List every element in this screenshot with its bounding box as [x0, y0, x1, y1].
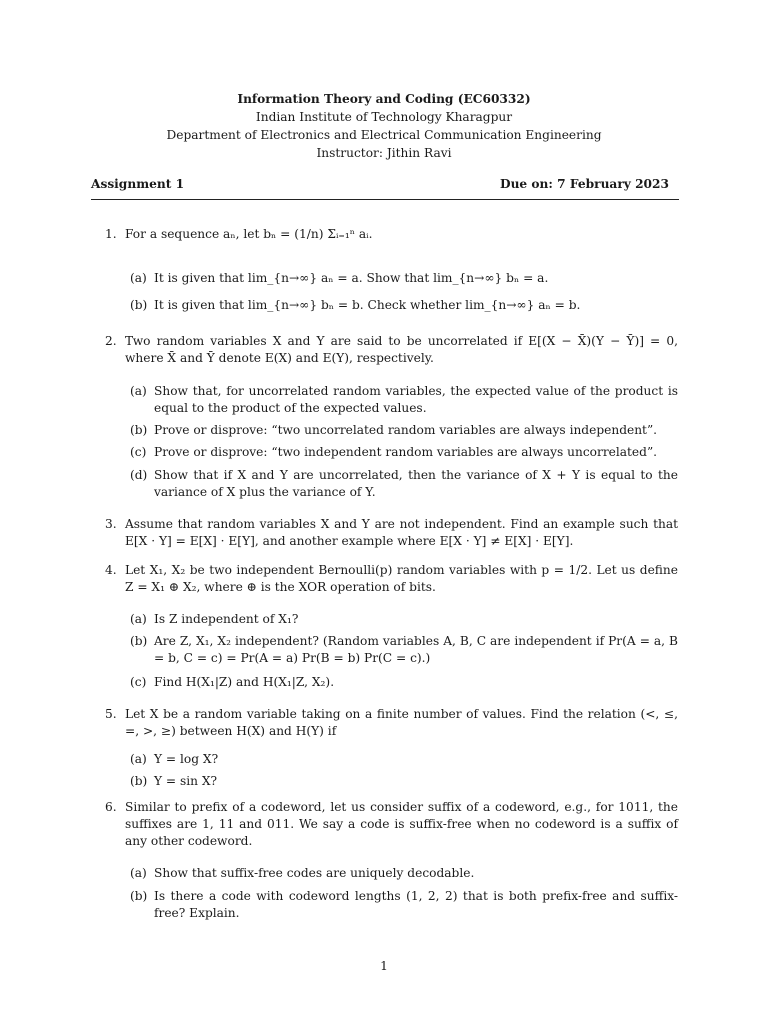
question-2-part-d: [130, 467, 678, 501]
part-label: (a): [130, 866, 147, 880]
part-text: Are Z, X₁, X₂ independent? (Random variables A, B, C are independent if Pr(A = a, B = b, C = c) = Pr(A = a) Pr(B = b) Pr(C = c).): [154, 634, 678, 665]
assignment-label: Assignment 1: [91, 177, 185, 191]
part-text: Show that, for uncorrelated random variables, the expected value of the product is equal to the product of the expected values.: [154, 384, 678, 415]
question-1: [105, 226, 678, 243]
question-4-part-a: [130, 611, 678, 628]
part-label: (b): [130, 298, 148, 312]
document-header: [0, 90, 768, 162]
part-text: It is given that lim_{n→∞} bₙ = b. Check whether lim_{n→∞} aₙ = b.: [154, 298, 581, 312]
question-5-part-b: [130, 773, 678, 790]
question-number: 6.: [105, 800, 117, 814]
question-2: [105, 333, 678, 367]
question-text: Two random variables X and Y are said to be uncorrelated if E[(X − X̄)(Y − Ȳ)] = 0, where X̄ and Ȳ denote E(X) and E(Y), respectively.: [125, 334, 678, 365]
question-number: 4.: [105, 563, 117, 577]
part-text: It is given that lim_{n→∞} aₙ = a. Show that lim_{n→∞} bₙ = a.: [154, 271, 549, 285]
question-2-part-a: [130, 383, 678, 417]
question-6: [105, 799, 678, 850]
part-label: (a): [130, 612, 147, 626]
question-number: 2.: [105, 334, 117, 348]
header-divider: [91, 199, 679, 200]
question-number: 1.: [105, 227, 117, 241]
part-label: (a): [130, 752, 147, 766]
part-label: (c): [130, 445, 147, 459]
part-text: Find H(X₁|Z) and H(X₁|Z, X₂).: [154, 675, 335, 689]
part-text: Y = sin X?: [154, 774, 218, 788]
question-number: 3.: [105, 517, 117, 531]
question-2-part-c: [130, 444, 678, 461]
question-6-part-a: [130, 865, 678, 882]
part-label: (b): [130, 423, 148, 437]
question-6-part-b: [130, 888, 678, 922]
part-label: (b): [130, 889, 148, 903]
question-text: Let X₁, X₂ be two independent Bernoulli(p) random variables with p = 1/2. Let us define Z = X₁ ⊕ X₂, where ⊕ is the XOR operation of bits.: [125, 563, 678, 594]
part-label: (a): [130, 384, 147, 398]
part-text: Show that if X and Y are uncorrelated, then the variance of X + Y is equal to the variance of X plus the variance of Y.: [154, 468, 678, 499]
part-text: Is Z independent of X₁?: [154, 612, 299, 626]
part-label: (b): [130, 634, 148, 648]
question-2-part-b: [130, 422, 678, 439]
part-text: Show that suffix-free codes are uniquely decodable.: [154, 866, 475, 880]
part-text: Prove or disprove: “two independent random variables are always uncorrelated”.: [154, 445, 658, 459]
question-3: [105, 516, 678, 550]
question-text: Similar to prefix of a codeword, let us consider suffix of a codeword, e.g., for 1011, the suffixes are 1, 11 and 011. We say a code is suffix-free when no codeword is a suffix of any other codeword.: [125, 800, 678, 848]
question-number: 5.: [105, 707, 117, 721]
part-label: (d): [130, 468, 148, 482]
part-label: (c): [130, 675, 147, 689]
part-label: (a): [130, 271, 147, 285]
part-text: Is there a code with codeword lengths (1, 2, 2) that is both prefix-free and suffix-free? Explain.: [154, 889, 678, 920]
question-1-part-a: [130, 270, 678, 287]
course-title: Information Theory and Coding (EC60332): [237, 92, 531, 106]
question-5-part-a: [130, 751, 678, 768]
question-4: [105, 562, 678, 596]
question-4-part-b: [130, 633, 678, 667]
question-5: [105, 706, 678, 740]
question-text: Let X be a random variable taking on a finite number of values. Find the relation (<, ≤, =, >, ≥) between H(X) and H(Y) if: [125, 707, 678, 738]
question-text: For a sequence aₙ, let bₙ = (1/n) Σᵢ₌₁ⁿ aᵢ.: [125, 227, 373, 241]
page-number: 1: [380, 959, 388, 973]
part-text: Y = log X?: [154, 752, 219, 766]
instructor-name: Instructor: Jithin Ravi: [316, 146, 452, 160]
department-name: Department of Electronics and Electrical Communication Engineering: [166, 128, 602, 142]
question-4-part-c: [130, 674, 678, 691]
question-1-part-b: [130, 297, 678, 314]
part-label: (b): [130, 774, 148, 788]
question-text: Assume that random variables X and Y are not independent. Find an example such that E[X · Y] = E[X] · E[Y], and another example where E[X · Y] ≠ E[X] · E[Y].: [125, 517, 678, 548]
institute-name: Indian Institute of Technology Kharagpur: [255, 110, 513, 124]
due-date: Due on: 7 February 2023: [500, 177, 669, 191]
part-text: Prove or disprove: “two uncorrelated random variables are always independent”.: [154, 423, 658, 437]
